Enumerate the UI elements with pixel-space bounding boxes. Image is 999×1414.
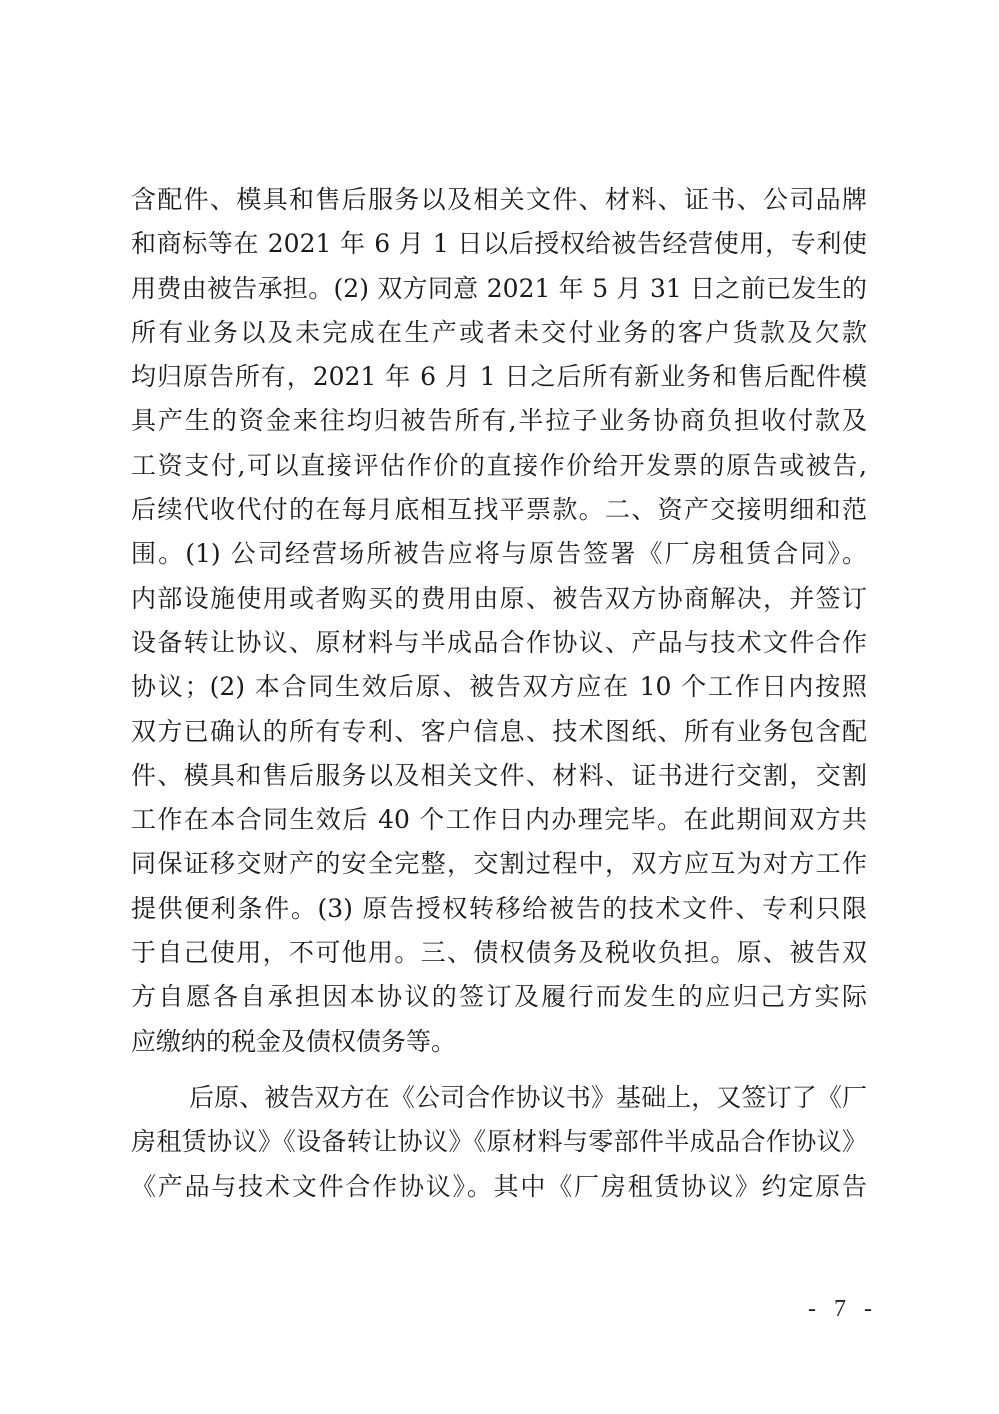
- text-line: 围。(1) 公司经营场所被告应将与原告签署《厂房租赁合同》。: [131, 539, 867, 569]
- text-line: 方自愿各自承担因本协议的签订及履行而发生的应归己方实际: [131, 982, 867, 1012]
- text-line: 设备转让协议、原材料与半成品合作协议、产品与技术文件合作: [131, 627, 867, 657]
- text-line: 工作在本合同生效后 40 个工作日内办理完毕。在此期间双方共: [131, 805, 867, 835]
- text-line: 含配件、模具和售后服务以及相关文件、材料、证书、公司品牌: [131, 185, 867, 214]
- body-text: [131, 178, 871, 1209]
- text-line: 应缴纳的税金及债权债务等。: [131, 1026, 457, 1056]
- text-line: 和商标等在 2021 年 6 月 1 日以后授权给被告经营使用，专利使: [131, 229, 867, 259]
- text-line: 后续代收代付的在每月底相互找平票款。二、资产交接明细和范: [131, 495, 867, 525]
- text-line: 件、模具和售后服务以及相关文件、材料、证书进行交割，交割: [131, 760, 867, 790]
- text-line: 提供便利条件。(3) 原告授权转移给被告的技术文件、专利只限: [131, 893, 867, 923]
- paragraph-2: [131, 1076, 871, 1209]
- text-line: 工资支付,可以直接评估作价的直接作价给开发票的原告或被告,: [131, 450, 867, 480]
- text-line: 均归原告所有，2021 年 6 月 1 日之后所有新业务和售后配件模: [131, 362, 867, 392]
- text-line: 于自己使用，不可他用。三、债权债务及税收负担。原、被告双: [131, 938, 867, 968]
- text-line: 用费由被告承担。(2) 双方同意 2021 年 5 月 31 日之前已发生的: [131, 273, 867, 303]
- text-line: 《产品与技术文件合作协议》。其中《厂房租赁协议》约定原告: [131, 1171, 867, 1201]
- text-line: 双方已确认的所有专利、客户信息、技术图纸、所有业务包含配: [131, 716, 867, 746]
- text-line: 同保证移交财产的安全完整，交割过程中，双方应互为对方工作: [131, 849, 867, 879]
- text-line: 具产生的资金来往均归被告所有,半拉子业务协商负担收付款及: [131, 406, 867, 436]
- paragraph-1: [131, 178, 871, 1064]
- paragraph-gap: [131, 1064, 871, 1076]
- text-line: 所有业务以及未完成在生产或者未交付业务的客户货款及欠款: [131, 317, 867, 347]
- text-line: 房租赁协议》《设备转让协议》《原材料与零部件半成品合作协议》: [131, 1127, 867, 1157]
- text-line: 协议；(2) 本合同生效后原、被告双方应在 10 个工作日内按照: [131, 672, 867, 702]
- text-line: 后原、被告双方在《公司合作协议书》基础上，又签订了《厂: [189, 1082, 867, 1112]
- text-line: 内部设施使用或者购买的费用由原、被告双方协商解决，并签订: [131, 583, 867, 613]
- page-number: - 7 -: [808, 1296, 878, 1322]
